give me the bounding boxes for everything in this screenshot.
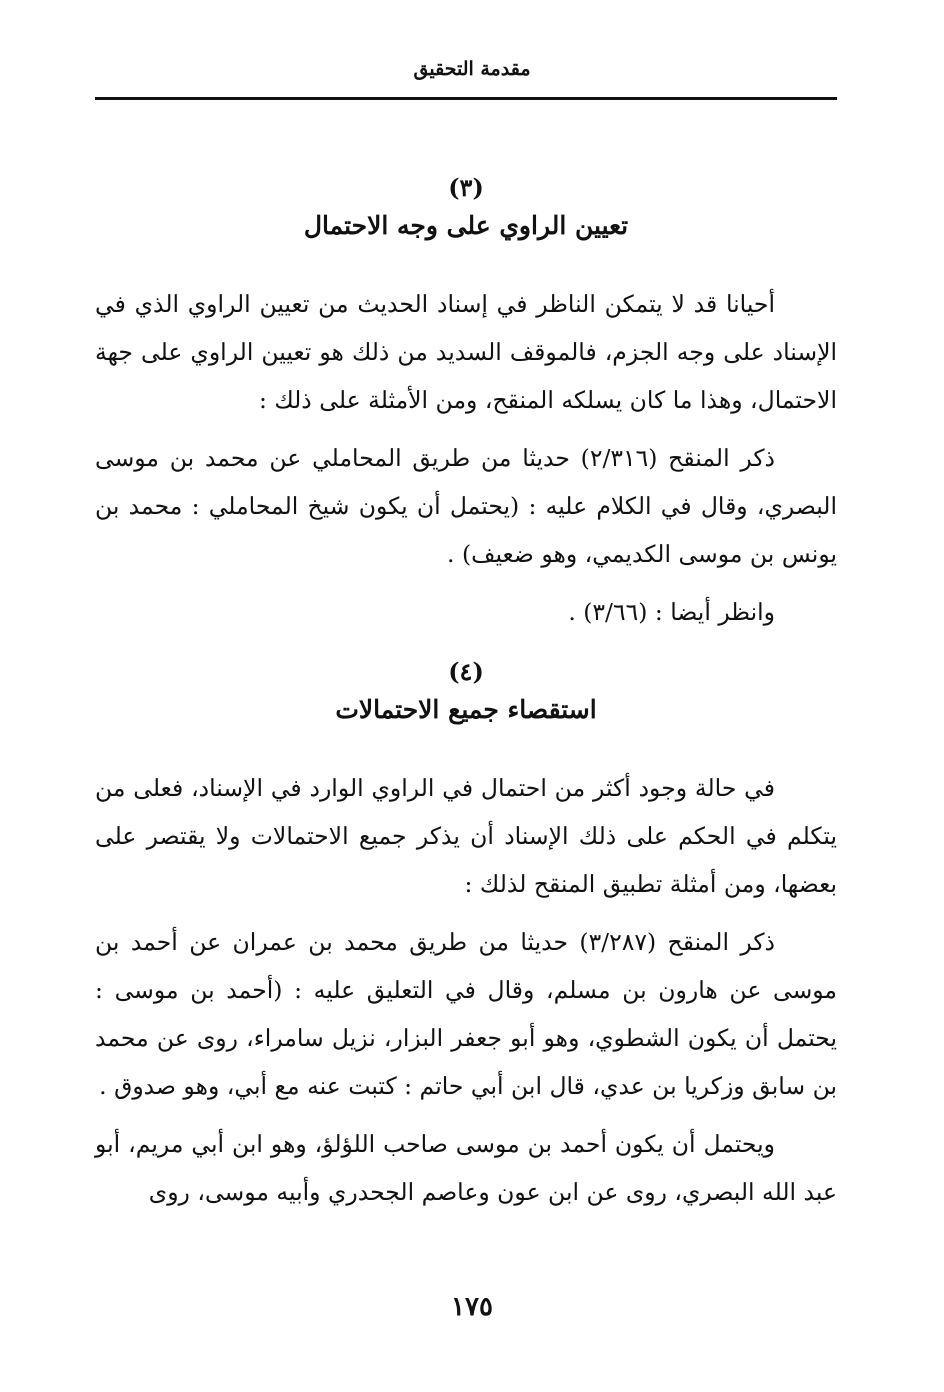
header-rule (95, 97, 837, 100)
section-title: استقصاء جميع الاحتمالات (335, 695, 597, 724)
section-number: (٣) (448, 173, 484, 202)
paragraph: أحيانا قد لا يتمكن الناظر في إسناد الحديث من تعيين الراوي الذي في الإسناد على وجه الجزم، فالموقف السديد من ذلك هو تعيين الراوي على جهة الاحتمال، وهذا ما كان يسلكه المنقح، ومن الأمثلة على ذلك : (95, 290, 837, 414)
paragraph: ذكر المنقح (٢/٣١٦) حديثا من طريق المحاملي عن محمد بن موسى البصري، وقال في الكلام عليه : (يحتمل أن يكون شيخ المحاملي : محمد بن يونس بن موسى الكديمي، وهو ضعيف) . (95, 444, 837, 568)
paragraph: ذكر المنقح (٣/٢٨٧) حديثا من طريق محمد بن عمران عن أحمد بن موسى عن هارون بن مسلم، وقال في التعليق عليه : (أحمد بن موسى : يحتمل أن يكون الشطوي، وهو أبو جعفر البزار، نزيل سامراء، روى عن محمد بن سابق وزكريا بن عدي، قال ابن أبي حاتم : كتبت عنه مع أبي، وهو صدوق . (95, 928, 837, 1100)
section-title: تعيين الراوي على وجه الاحتمال (303, 211, 629, 240)
paragraph: وانظر أيضا : (٣/٦٦) . (568, 598, 775, 626)
section-4 (95, 654, 837, 1216)
section-3 (95, 170, 837, 636)
paragraph: في حالة وجود أكثر من احتمال في الراوي الوارد في الإسناد، فعلى من يتكلم في الحكم على ذلك الإسناد أن يذكر جميع الاحتمالات ولا يقتصر على بعضها، ومن أمثلة تطبيق المنقح لذلك : (95, 774, 837, 898)
page-number: ١٧٥ (451, 1292, 493, 1322)
page-content (95, 170, 837, 1226)
paragraph: ويحتمل أن يكون أحمد بن موسى صاحب اللؤلؤ، وهو ابن أبي مريم، أبو عبد الله البصري، روى عن ابن عون وعاصم الجحدري وأبيه موسى، روى (95, 1130, 837, 1206)
section-number: (٤) (448, 657, 484, 686)
running-head: مقدمة التحقيق (413, 58, 531, 80)
